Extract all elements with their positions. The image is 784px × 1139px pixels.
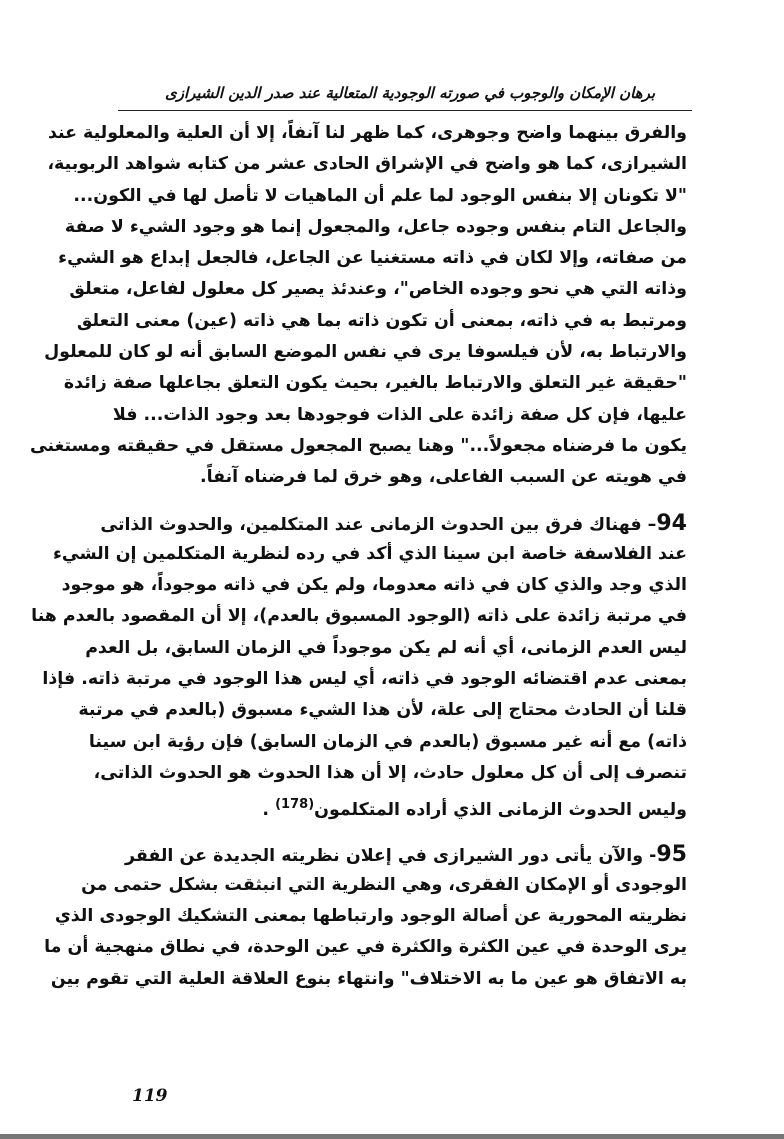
text-line: – فهناك فرق بين الحدوث الزمانى عند المتكلمين، والحدوث الذاتى	[100, 514, 657, 535]
paragraph-number: 94	[656, 510, 687, 536]
text-line: "لا تكونان إلا بنفس الوجود لما علم أن الماهيات لا تأصل لها في الكون...	[73, 185, 687, 206]
text-line: - والآن يأتى دور الشيرازى في إعلان نظريته الجديدة عن الفقر	[125, 845, 657, 866]
paragraph-94-body	[31, 539, 687, 789]
paragraph-94-first-line	[100, 508, 687, 539]
scan-edge	[0, 1134, 784, 1139]
paragraph-gap	[125, 494, 687, 508]
line-end-period: .	[262, 800, 270, 821]
text-line: قلنا أن الحادث محتاج إلى علة، لأن هذا الشيء مسبوق (بالعدم في مرتبة	[78, 700, 687, 721]
text-line: وذاته التي هي نحو وجوده الخاص"، وعندئذ يصير كل معلول لفاعل، متعلق	[69, 279, 687, 300]
text-line: يكون ما فرضناه مجعولاً..." وهنا يصبح المجعول مستقل في حقيقته ومستغنى	[29, 435, 687, 456]
paragraph-95-first-line	[125, 839, 687, 870]
text-line: يرى الوحدة في عين الكثرة والكثرة في عين الوحدة، في نطاق منهجية أن ما	[44, 937, 687, 958]
body-text	[29, 118, 687, 995]
text-line: الذي وجد والذي كان في ذاته معدوما، ولم يكن في ذاته موجوداً، هو موجود	[61, 575, 687, 596]
text-line: ومرتبط به في ذاته، بمعنى أن تكون ذاته بما هي ذاته (عين) معنى التعلق	[76, 310, 687, 331]
page-number: 119	[132, 1086, 168, 1106]
footnote-ref: (178)	[275, 797, 315, 813]
text-line: والفرق بينهما واضح وجوهرى، كما ظهر لنا آنفاً، إلا أن العلية والمعلولية عند	[47, 123, 687, 143]
text-line: من صفاته، وإلا لكان في ذاته مستغنيا عن الجاعل، فالجعل إبداع هو الشيء	[58, 248, 687, 269]
text-line: عند الفلاسفة خاصة ابن سينا الذي أكد في رده لنظرية المتكلمين إن الشيء	[52, 543, 687, 564]
paragraph-94-last-line	[125, 789, 687, 820]
text-line: الشيرازى، كما هو واضح في الإشراق الحادى عشر من كتابه شواهد الربوبية،	[47, 154, 687, 175]
text-line: ذاته) مع أنه غير مسبوق (بالعدم في الزمان السابق) فإن رؤية ابن سينا	[88, 731, 687, 752]
text-line: وليس الحدوث الزمانى الذي أراده المتكلمون	[314, 800, 687, 821]
running-header: برهان الإمكان والوجوب في صورته الوجودية المتعالية عند صدر الدين الشيرازى	[164, 84, 656, 102]
paragraph-1	[29, 118, 687, 494]
paragraph-number: 95	[656, 841, 687, 867]
text-line: ليس العدم الزمانى، أي أنه لم يكن موجوداً في الزمان السابق، بل العدم	[85, 637, 687, 658]
text-line: والارتباط به، لأن فيلسوفا يرى في نفس الموضع السابق أنه لو كان للمعلول	[44, 342, 687, 363]
text-line: عليها، فإن كل صفة زائدة على الذات فوجودها بعد وجود الذات... فلا	[112, 404, 687, 425]
paragraph-94	[31, 508, 687, 821]
paragraph-95-body	[44, 870, 687, 995]
text-line: نظريته المحورية عن أصالة الوجود وارتباطها بمعنى التشكيك الوجودى الذي	[54, 906, 687, 927]
text-line: في مرتبة زائدة على ذاته (الوجود المسبوق بالعدم)، إلا أن المقصود بالعدم هنا	[31, 606, 687, 627]
text-line: "حقيقة غير التعلق والارتباط بالغير، بحيث يكون التعلق بجاعلها صفة زائدة	[63, 373, 687, 394]
header-rule	[118, 110, 692, 111]
text-line: تنصرف إلى أن كل معلول حادث، إلا أن هذا الحدوث هو الحدوث الذاتى،	[93, 762, 687, 783]
paragraph-gap	[125, 821, 687, 839]
text-line: به الاتفاق هو عين ما به الاختلاف" وانتهاء بنوع العلاقة العلية التي تقوم بين	[50, 968, 687, 989]
text-line: بمعنى عدم اقتضائه الوجود في ذاته، أي ليس هذا الوجود في مرتبة ذاته. فإذا	[42, 669, 687, 690]
text-line: والجاعل التام بنفس وجوده جاعل، والمجعول إنما هو وجود الشيء لا صفة	[64, 216, 687, 237]
text-line: في هويته عن السبب الفاعلى، وهو خرق لما فرضناه آنفاً.	[200, 467, 687, 488]
text-line: الوجودى أو الإمكان الفقرى، وهي النظرية التي انبثقت بشكل حتمى من	[81, 874, 687, 895]
paragraph-95	[44, 839, 687, 995]
